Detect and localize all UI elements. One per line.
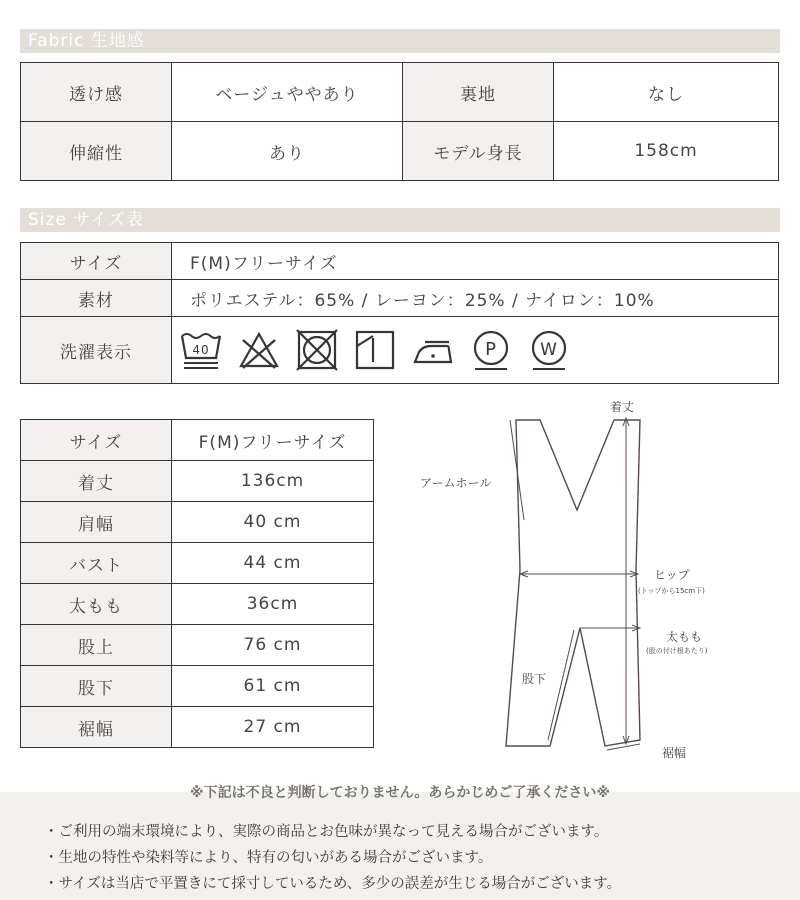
size-info-table xyxy=(20,242,779,384)
diagram-note-hip: (トップから15cm下) xyxy=(638,587,705,595)
measurement-table xyxy=(20,419,374,748)
dry-clean-p-icon xyxy=(469,328,513,372)
no-bleach-icon xyxy=(237,328,281,372)
table-row xyxy=(21,63,779,122)
table-row xyxy=(21,625,374,666)
table-row xyxy=(21,243,779,280)
iron-low-icon xyxy=(411,328,455,372)
diagram-label-length: 着丈 xyxy=(610,400,635,414)
meas-label: 裾幅 xyxy=(21,707,172,748)
meas-label: 着丈 xyxy=(21,461,172,502)
fabric-value-model-height: 158cm xyxy=(554,122,779,181)
fabric-label-stretch: 伸縮性 xyxy=(21,122,172,181)
meas-value: 36cm xyxy=(172,584,374,625)
meas-value: 44 cm xyxy=(172,543,374,584)
care-label: 洗濯表示 xyxy=(21,317,172,384)
fabric-section-header: Fabric 生地感 xyxy=(20,29,780,53)
table-row xyxy=(21,502,374,543)
note-line: ・ご利用の端末環境により、実際の商品とお色味が異なって見える場合がございます。 xyxy=(44,824,609,840)
fabric-label-model-height: モデル身長 xyxy=(403,122,554,181)
care-icons xyxy=(173,328,777,372)
fabric-value-lining: なし xyxy=(554,63,779,122)
line-dry-icon xyxy=(353,328,397,372)
wet-clean-letter: W xyxy=(540,340,558,360)
wash-40-icon xyxy=(179,328,223,372)
note-line: ・生地の特性や染料等により、特有の匂いがある場合がございます。 xyxy=(44,850,493,866)
diagram-label-armhole: アームホール xyxy=(420,476,492,490)
meas-value: 76 cm xyxy=(172,625,374,666)
meas-value: 40 cm xyxy=(172,502,374,543)
fabric-label-lining: 裏地 xyxy=(403,63,554,122)
care-icons-cell xyxy=(172,317,779,384)
fabric-table xyxy=(20,62,779,181)
size-label: サイズ xyxy=(21,243,172,280)
overalls-outline xyxy=(400,390,800,770)
notes-title: ※下記は不良と判断しておりません。あらかじめご了承ください※ xyxy=(189,785,611,801)
no-tumble-dry-icon xyxy=(295,328,339,372)
fabric-value-stretch: あり xyxy=(172,122,403,181)
meas-header-label: サイズ xyxy=(21,420,172,461)
diagram-note-thigh: (股の付け根あたり) xyxy=(646,647,708,655)
fabric-label-transparency: 透け感 xyxy=(21,63,172,122)
wash-temp-text: 40 xyxy=(192,343,210,357)
diagram-label-inseam: 股下 xyxy=(522,672,547,686)
meas-value: 27 cm xyxy=(172,707,374,748)
meas-label: 肩幅 xyxy=(21,502,172,543)
diagram-label-hem: 裾幅 xyxy=(662,746,687,760)
table-row xyxy=(21,317,779,384)
table-row xyxy=(21,666,374,707)
size-section-header: Size サイズ表 xyxy=(20,208,780,232)
size-value: F(M)フリーサイズ xyxy=(172,243,779,280)
wet-clean-w-icon xyxy=(527,328,571,372)
meas-header-value: F(M)フリーサイズ xyxy=(172,420,374,461)
material-label: 素材 xyxy=(21,280,172,317)
table-row xyxy=(21,543,374,584)
meas-value: 61 cm xyxy=(172,666,374,707)
fabric-value-transparency: ベージュややあり xyxy=(172,63,403,122)
diagram-label-thigh: 太もも xyxy=(666,630,703,644)
garment-diagram xyxy=(400,390,800,770)
material-value: ポリエステル：65% / レーヨン：25% / ナイロン：10% xyxy=(172,280,779,317)
notes-panel xyxy=(0,785,800,900)
table-row xyxy=(21,461,374,502)
diagram-label-hip: ヒップ xyxy=(654,568,690,582)
meas-value: 136cm xyxy=(172,461,374,502)
table-row xyxy=(21,280,779,317)
meas-label: 股下 xyxy=(21,666,172,707)
dry-clean-letter: P xyxy=(485,339,497,360)
table-row xyxy=(21,122,779,181)
meas-label: 太もも xyxy=(21,584,172,625)
note-line: ・サイズは当店で平置きにて採寸しているため、多少の誤差が生じる場合がございます。 xyxy=(44,876,622,892)
table-row xyxy=(21,707,374,748)
table-row xyxy=(21,584,374,625)
meas-label: 股上 xyxy=(21,625,172,666)
meas-label: バスト xyxy=(21,543,172,584)
table-row xyxy=(21,420,374,461)
